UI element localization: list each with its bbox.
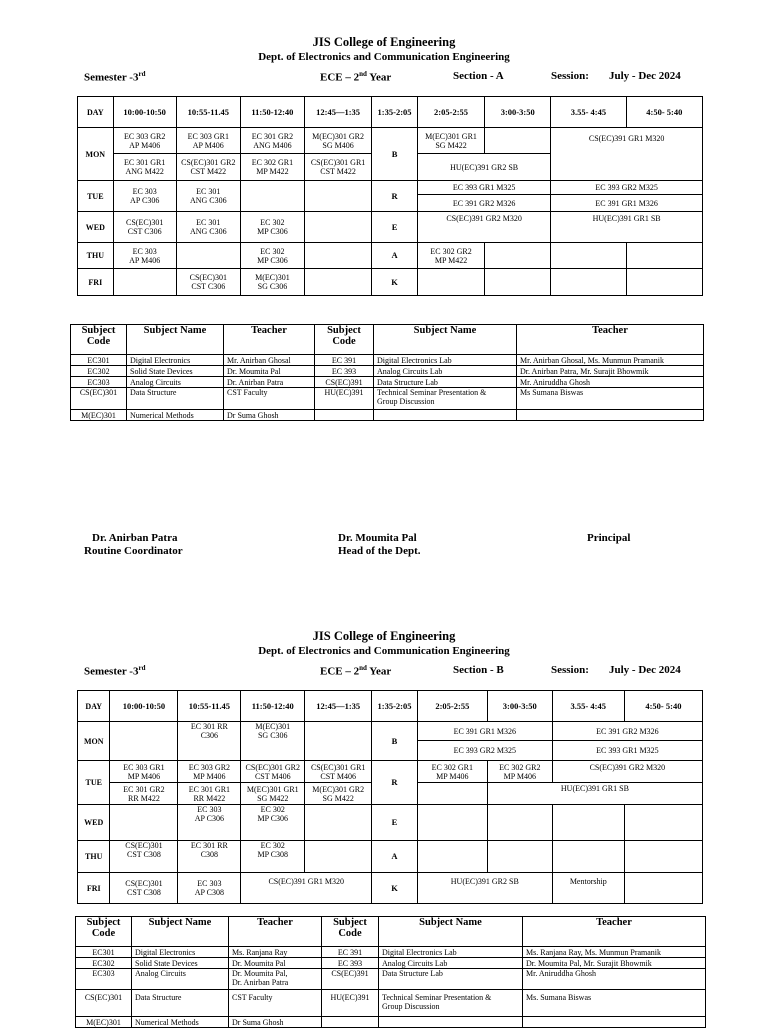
header-slot: 10:00-10:50 [113, 97, 176, 128]
class-cell: CS(EC)301 GR1 CST M422 [304, 154, 371, 181]
class-cell: EC 302 GR1 MP M422 [240, 154, 304, 181]
class-cell: EC 302 GR2 MP M422 [417, 243, 484, 269]
class-cell [113, 269, 176, 296]
class-cell: EC 303 AP C306 [178, 805, 241, 841]
subject-name: Digital Electronics Lab [374, 355, 517, 366]
class-cell: CS(EC)301 CST C306 [176, 269, 240, 296]
header-slot: 10:00-10:50 [110, 691, 178, 722]
day-label: MON [78, 128, 114, 181]
subject-code: HU(EC)391 [322, 990, 379, 1017]
class-cell [417, 841, 487, 873]
header-slot: 11:50-12:40 [240, 97, 304, 128]
class-cell: EC 303 AP C306 [113, 181, 176, 212]
subject-code: CS(EC)301 [76, 990, 132, 1017]
day-label: TUE [78, 181, 114, 212]
col-header: Subject Code [315, 325, 374, 355]
header-slot: 4:50- 5:40 [626, 97, 702, 128]
class-cell: M(EC)301 GR1 SG M422 [417, 128, 484, 154]
class-cell: EC 301 RR C308 [178, 841, 241, 873]
teacher: Dr Suma Ghosh [229, 1017, 322, 1028]
class-cell: EC 301 GR2 ANG M406 [240, 128, 304, 154]
class-cell: EC 391 GR1 M326 [417, 722, 552, 741]
class-cell [485, 269, 551, 296]
day-label: THU [78, 243, 114, 269]
class-cell: HU(EC)391 GR1 SB [487, 783, 702, 805]
class-cell: EC 301 ANG C306 [176, 212, 240, 243]
class-cell: HU(EC)391 GR2 SB [417, 154, 550, 181]
class-cell: EC 302 MP C306 [240, 243, 304, 269]
table-row [71, 366, 704, 377]
subject-name: Data Structure Lab [379, 969, 523, 990]
subject-name: Technical Seminar Presentation & Group Discussion [379, 990, 523, 1017]
section-label: Section - B [453, 664, 504, 676]
subject-name: Digital Electronics Lab [379, 947, 523, 958]
subject-code: EC303 [71, 377, 127, 388]
subject-code: EC301 [71, 355, 127, 366]
table-row [71, 410, 704, 421]
teacher: Dr. Moumita Pal [224, 366, 315, 377]
col-header: Subject Code [71, 325, 127, 355]
class-cell: EC 302 GR1 MP M406 [417, 761, 487, 783]
day-label: MON [78, 722, 110, 761]
break-letter: B [372, 128, 418, 181]
break-letter: E [372, 805, 418, 841]
header-slot: 2:05-2:55 [417, 691, 487, 722]
subject-name: Technical Seminar Presentation & Group Discussion [374, 388, 517, 410]
subject-name: Solid State Devices [127, 366, 224, 377]
college-name: JIS College of Engineering [312, 35, 456, 49]
header-slot: 1:35-2:05 [372, 97, 418, 128]
class-cell: CS(EC)301 CST C308 [110, 841, 178, 873]
day-label: FRI [78, 873, 110, 904]
department-name: Dept. of Electronics and Communication Engineering [258, 645, 510, 657]
class-cell [304, 243, 371, 269]
subject-table-a [70, 324, 704, 421]
teacher: Mr. Aniruddha Ghosh [523, 969, 706, 990]
teacher: Dr. Moumita Pal, Mr. Surajit Bhowmik [523, 958, 706, 969]
class-cell: CS(EC)301 GR1 CST M406 [305, 761, 372, 783]
class-cell: M(EC)301 GR2 SG M406 [304, 128, 371, 154]
table-row [71, 355, 704, 366]
header-slot: 10:55-11.45 [178, 691, 241, 722]
class-cell: CS(EC)391 GR2 M320 [552, 761, 702, 783]
class-cell [176, 243, 240, 269]
col-header: Subject Name [374, 325, 517, 355]
hod-signature [338, 532, 421, 558]
coordinator-signature [84, 532, 183, 558]
class-cell: EC 301 ANG C306 [176, 181, 240, 212]
header-row [78, 691, 703, 722]
class-cell [552, 805, 624, 841]
subject-code: EC 391 [315, 355, 374, 366]
header-slot: 3:00-3:50 [487, 691, 552, 722]
class-cell: M(EC)301 SG C306 [241, 722, 305, 761]
class-cell [624, 841, 702, 873]
header-slot: 12:45—1:35 [305, 691, 372, 722]
teacher: Dr. Moumita Pal [229, 958, 322, 969]
class-cell [487, 805, 552, 841]
subject-name [379, 1017, 523, 1028]
subject-code: EC 391 [322, 947, 379, 958]
class-cell: HU(EC)391 GR1 SB [551, 212, 703, 243]
class-cell: M(EC)301 SG C306 [240, 269, 304, 296]
class-cell [417, 783, 487, 805]
table-row [71, 388, 704, 410]
header-slot: 2:05-2:55 [417, 97, 484, 128]
routine-table-b [77, 690, 703, 904]
class-cell: Mentorship [552, 873, 624, 904]
class-cell: EC 301 RR C306 [178, 722, 241, 761]
class-cell: CS(EC)391 GR1 M320 [241, 873, 372, 904]
teacher: Ms. Ranjana Ray, Ms. Munmun Pramanik [523, 947, 706, 958]
principal-signature: Principal [587, 532, 631, 544]
header-day: DAY [78, 97, 114, 128]
class-cell [305, 841, 372, 873]
col-header: Teacher [523, 917, 706, 947]
subject-table-b [75, 916, 706, 1028]
subject-name: Analog Circuits [132, 969, 229, 990]
subject-code: EC302 [71, 366, 127, 377]
day-label: THU [78, 841, 110, 873]
session-label: Session: [551, 664, 589, 676]
header-row [78, 97, 703, 128]
class-cell [552, 841, 624, 873]
class-cell [305, 722, 372, 761]
class-cell [485, 243, 551, 269]
teacher: Dr. Anirban Patra [224, 377, 315, 388]
col-header: Subject Code [76, 917, 132, 947]
class-cell: EC 391 GR2 M326 [417, 195, 550, 212]
teacher: Ms. Ranjana Ray [229, 947, 322, 958]
semester-label: Semester -3rd [84, 70, 146, 84]
subject-code: HU(EC)391 [315, 388, 374, 410]
class-cell: CS(EC)301 CST C308 [110, 873, 178, 904]
col-header: Subject Name [379, 917, 523, 947]
header-slot: 3:00-3:50 [485, 97, 551, 128]
subject-name: Analog Circuits Lab [379, 958, 523, 969]
year-label: ECE – 2nd Year [320, 70, 392, 84]
break-letter: A [372, 841, 418, 873]
class-cell [551, 243, 626, 269]
class-cell: HU(EC)391 GR2 SB [417, 873, 552, 904]
class-cell: EC 302 GR2 MP M406 [487, 761, 552, 783]
teacher: CST Faculty [229, 990, 322, 1017]
subject-name: Data Structure Lab [374, 377, 517, 388]
class-cell [487, 841, 552, 873]
table-row [76, 990, 706, 1017]
class-cell: EC 302 MP C306 [241, 805, 305, 841]
teacher: Dr Suma Ghosh [224, 410, 315, 421]
day-label: WED [78, 212, 114, 243]
day-label: FRI [78, 269, 114, 296]
class-cell [305, 805, 372, 841]
subject-name: Analog Circuits Lab [374, 366, 517, 377]
class-cell: EC 303 GR1 MP M406 [110, 761, 178, 783]
coordinator-name: Dr. Anirban Patra [92, 532, 178, 544]
class-cell [624, 873, 702, 904]
col-header: Teacher [229, 917, 322, 947]
break-letter: K [372, 873, 418, 904]
table-row [76, 958, 706, 969]
class-cell: EC 303 AP C308 [178, 873, 241, 904]
hod-name: Dr. Moumita Pal [338, 532, 417, 544]
class-cell [626, 243, 702, 269]
class-cell: EC 393 GR2 M325 [417, 741, 552, 761]
class-cell: EC 303 GR2 MP M406 [178, 761, 241, 783]
class-cell [110, 722, 178, 761]
break-letter: K [372, 269, 418, 296]
header-slot: 3.55- 4:45 [551, 97, 626, 128]
subject-code [315, 410, 374, 421]
subject-code: EC301 [76, 947, 132, 958]
year-label: ECE – 2nd Year [320, 664, 392, 678]
class-cell: EC 301 GR1 ANG M422 [113, 154, 176, 181]
subject-name [374, 410, 517, 421]
header-day: DAY [78, 691, 110, 722]
teacher: Ms Sumana Biswas [517, 388, 704, 410]
hod-title: Head of the Dept. [338, 545, 421, 557]
teacher: Dr. Moumita Pal, Dr. Anirban Patra [229, 969, 322, 990]
subject-code: CS(EC)301 [71, 388, 127, 410]
class-cell [304, 181, 371, 212]
routine-table-a [77, 96, 703, 296]
class-cell: M(EC)301 GR2 SG M422 [305, 783, 372, 805]
subject-name: Digital Electronics [127, 355, 224, 366]
class-cell [624, 805, 702, 841]
section-label: Section - A [453, 70, 504, 82]
col-header: Teacher [224, 325, 315, 355]
class-cell: M(EC)301 GR1 SG M422 [241, 783, 305, 805]
class-cell [304, 269, 371, 296]
col-header: Subject Name [127, 325, 224, 355]
class-cell: EC 393 GR1 M325 [417, 181, 550, 195]
subject-code [322, 1017, 379, 1028]
break-letter: R [372, 761, 418, 805]
day-label: TUE [78, 761, 110, 805]
class-cell: CS(EC)301 GR2 CST M422 [176, 154, 240, 181]
class-cell [110, 805, 178, 841]
header-slot: 4:50- 5:40 [624, 691, 702, 722]
teacher [517, 410, 704, 421]
header-slot: 12:45—1:35 [304, 97, 371, 128]
col-header: Teacher [517, 325, 704, 355]
class-cell: EC 301 GR2 RR M422 [110, 783, 178, 805]
header-slot: 1:35-2:05 [372, 691, 418, 722]
teacher: Mr. Anirban Ghosal [224, 355, 315, 366]
subject-name: Analog Circuits [127, 377, 224, 388]
subject-code: EC302 [76, 958, 132, 969]
class-cell: CS(EC)301 CST C306 [113, 212, 176, 243]
class-cell [626, 269, 702, 296]
table-row [76, 1017, 706, 1028]
coordinator-title: Routine Coordinator [84, 545, 183, 557]
class-cell: EC 302 MP C306 [240, 212, 304, 243]
class-cell: EC 303 GR2 AP M406 [113, 128, 176, 154]
teacher: CST Faculty [224, 388, 315, 410]
class-cell: EC 391 GR1 M326 [551, 195, 703, 212]
subject-code: CS(EC)391 [322, 969, 379, 990]
class-cell [551, 269, 626, 296]
department-name: Dept. of Electronics and Communication Engineering [258, 51, 510, 63]
header-slot: 10:55-11.45 [176, 97, 240, 128]
session-value: July - Dec 2024 [609, 70, 681, 82]
header-slot: 11:50-12:40 [241, 691, 305, 722]
semester-label: Semester -3rd [84, 664, 146, 678]
class-cell: CS(EC)301 GR2 CST M406 [241, 761, 305, 783]
class-cell: CS(EC)391 GR1 M320 [551, 128, 703, 181]
teacher: Mr. Anirban Ghosal, Ms. Munmun Pramanik [517, 355, 704, 366]
session-label: Session: [551, 70, 589, 82]
subject-name: Data Structure [132, 990, 229, 1017]
teacher: Mr. Aniruddha Ghosh [517, 377, 704, 388]
subject-name: Data Structure [127, 388, 224, 410]
table-row [76, 947, 706, 958]
subject-code: M(EC)301 [76, 1017, 132, 1028]
break-letter: R [372, 181, 418, 212]
break-letter: B [372, 722, 418, 761]
day-label: WED [78, 805, 110, 841]
class-cell [417, 805, 487, 841]
break-letter: A [372, 243, 418, 269]
session-value: July - Dec 2024 [609, 664, 681, 676]
class-cell [417, 269, 484, 296]
teacher: Ms. Sumana Biswas [523, 990, 706, 1017]
college-name: JIS College of Engineering [312, 629, 456, 643]
col-header: Subject Name [132, 917, 229, 947]
class-cell: EC 393 GR2 M325 [551, 181, 703, 195]
class-cell [304, 212, 371, 243]
class-cell: EC 393 GR1 M325 [552, 741, 702, 761]
class-cell [240, 181, 304, 212]
header-slot: 3.55- 4:45 [552, 691, 624, 722]
subject-name: Digital Electronics [132, 947, 229, 958]
table-row [76, 969, 706, 990]
subject-name: Numerical Methods [127, 410, 224, 421]
teacher: Dr. Anirban Patra, Mr. Surajit Bhowmik [517, 366, 704, 377]
class-cell: EC 302 MP C308 [241, 841, 305, 873]
class-cell: EC 303 GR1 AP M406 [176, 128, 240, 154]
subject-code: EC303 [76, 969, 132, 990]
col-header: Subject Code [322, 917, 379, 947]
subject-name: Numerical Methods [132, 1017, 229, 1028]
break-letter: E [372, 212, 418, 243]
teacher [523, 1017, 706, 1028]
subject-code: EC 393 [322, 958, 379, 969]
class-cell: EC 301 GR1 RR M422 [178, 783, 241, 805]
subject-code: CS(EC)391 [315, 377, 374, 388]
class-cell: EC 303 AP M406 [113, 243, 176, 269]
class-cell [485, 128, 551, 154]
table-row [71, 377, 704, 388]
class-cell: CS(EC)391 GR2 M320 [417, 212, 550, 243]
subject-code: EC 393 [315, 366, 374, 377]
class-cell: EC 391 GR2 M326 [552, 722, 702, 741]
subject-code: M(EC)301 [71, 410, 127, 421]
subject-name: Solid State Devices [132, 958, 229, 969]
